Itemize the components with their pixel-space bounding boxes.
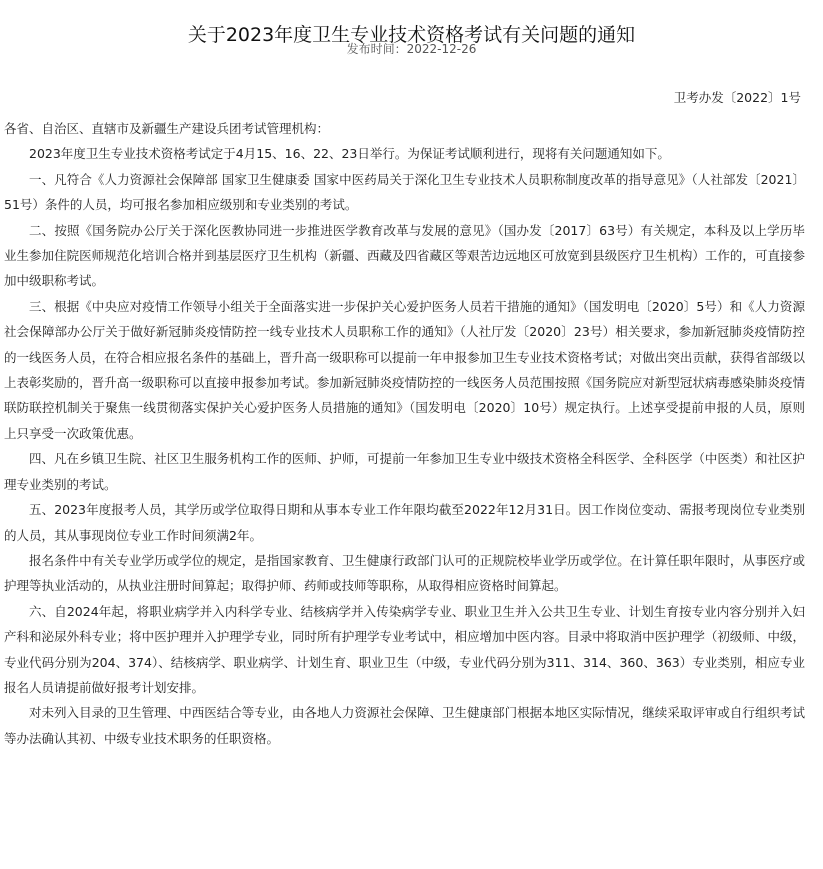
paragraph-item-4: 四、凡在乡镇卫生院、社区卫生服务机构工作的医师、护师，可提前一年参加卫生专业中级技术资格全科医学、全科医学（中医类）和社区护理专业类别的考试。 <box>4 451 805 492</box>
paragraph-item-6-note: 对未列入目录的卫生管理、中西医结合等专业，由各地人力资源社会保障、卫生健康部门根据本地区实际情况，继续采取评审或自行组织考试等办法确认其初、中级专业技术职务的任职资格。 <box>4 705 805 746</box>
paragraph-item-2: 二、按照《国务院办公厅关于深化医教协同进一步推进医学教育改革与发展的意见》（国办发〔2017〕63号）有关规定，本科及以上学历毕业生参加住院医师规范化培训合格并到基层医疗卫生机构（新疆、西藏及四省藏区等艰苦边远地区可放宽到县级医疗卫生机构）工作的，可直接参加中级职称考试。 <box>4 222 805 289</box>
paragraph-item-1: 一、凡符合《人力资源社会保障部 国家卫生健康委 国家中医药局关于深化卫生专业技术人员职称制度改革的指导意见》（人社部发〔2021〕51号）条件的人员，均可报名参加相应级别和专业类别的考试。 <box>4 171 805 213</box>
paragraph-intro: 2023年度卫生专业技术资格考试定于4月15、16、22、23日举行。为保证考试顺利进行，现将有关问题通知如下。 <box>29 146 670 162</box>
document-number: 卫考办发〔2022〕1号 <box>673 90 801 105</box>
publish-time: 发布时间：2022-12-26 <box>346 42 477 56</box>
notice-title: 关于2023年度卫生专业技术资格考试有关问题的通知 <box>187 23 636 46</box>
paragraph-item-6: 六、自2024年起，将职业病学并入内科学专业、结核病学并入传染病学专业、职业卫生并入公共卫生专业、计划生育按专业内容分别并入妇产科和泌尿外科专业；将中医护理并入护理学专业，同时所有护理学专业考试中，相应增加中医内容。目录中将取消中医护理学（初级师、中级，专业代码分别为204、374）、结核病学、职业病学、计划生育、职业卫生（中级，专业代码分别为311、314、360、363）专业类别，相应专业报名人员请提前做好报考计划安排。 <box>4 603 805 695</box>
notice-body <box>4 116 805 751</box>
paragraph-item-5: 五、2023年度报考人员，其学历或学位取得日期和从事本专业工作年限均截至2022年12月31日。因工作岗位变动、需报考现岗位专业类别的人员，其从事现岗位专业工作时间须满2年。 <box>4 502 805 543</box>
paragraph-item-3: 三、根据《中央应对疫情工作领导小组关于全面落实进一步保护关心爱护医务人员若干措施的通知》（国发明电〔2020〕5号）和《人力资源社会保障部办公厅关于做好新冠肺炎疫情防控一线专业技术人员职称工作的通知》（人社厅发〔2020〕23号）相关要求，参加新冠肺炎疫情防控的一线医务人员，在符合相应报名条件的基础上，晋升高一级职称可以提前一年申报参加卫生专业技术资格考试；对做出突出贡献，获得省部级以上表彰奖励的，晋升高一级职称可以直接申报参加考试。参加新冠肺炎疫情防控的一线医务人员范围按照《国务院应对新型冠状病毒感染肺炎疫情联防联控机制关于聚焦一线贯彻落实保护关心爱护医务人员措施的通知》（国发明电〔2020〕10号）规定执行。上述享受提前申报的人员，原则上只享受一次政策优惠。 <box>4 298 805 441</box>
salutation: 各省、自治区、直辖市及新疆生产建设兵团考试管理机构： <box>4 121 330 136</box>
paragraph-item-5-note: 报名条件中有关专业学历或学位的规定，是指国家教育、卫生健康行政部门认可的正规院校毕业学历或学位。在计算任职年限时，从事医疗或护理等执业活动的，从执业注册时间算起；取得护师、药师或技师等职称，从取得相应资格时间算起。 <box>4 552 805 594</box>
